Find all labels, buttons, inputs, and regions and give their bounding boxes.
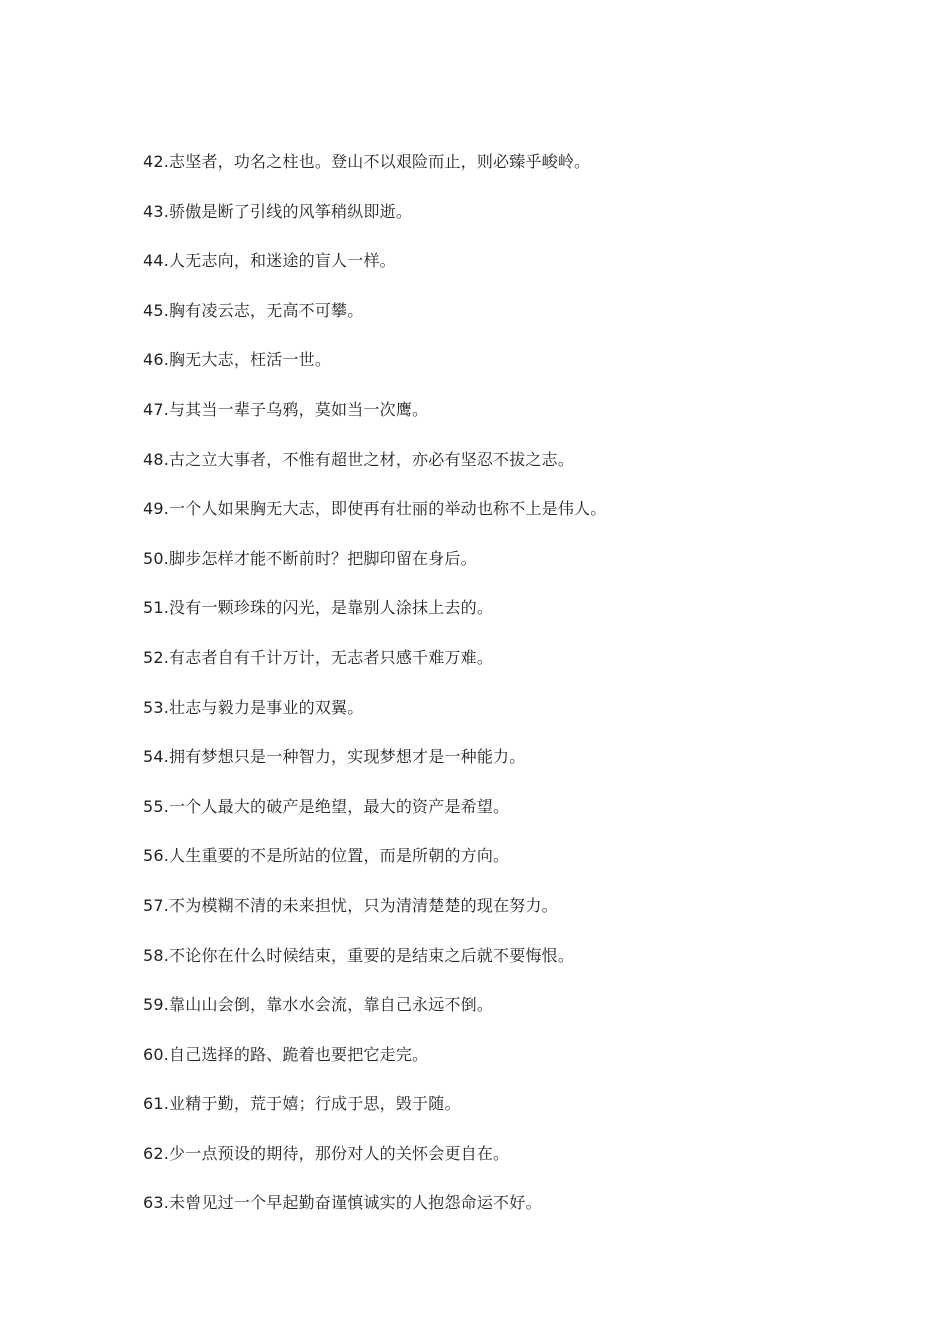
quote-item: 46.胸无大志，枉活一世。: [143, 350, 332, 370]
quote-item: 42.志坚者，功名之柱也。登山不以艰险而止，则必臻乎峻岭。: [143, 152, 591, 171]
quote-item: 55.一个人最大的破产是绝望，最大的资产是希望。: [143, 796, 510, 816]
quote-list: [143, 147, 903, 1238]
quote-item: 58.不论你在什么时候结束，重要的是结束之后就不要悔恨。: [143, 945, 575, 965]
quote-item: 53.壮志与毅力是事业的双翼。: [143, 697, 364, 717]
quote-item: 43.骄傲是断了引线的风筝稍纵即逝。: [143, 201, 413, 221]
quote-item: 44.人无志向，和迷途的盲人一样。: [143, 251, 396, 271]
quote-item: 48.古之立大事者，不惟有超世之材，亦必有坚忍不拔之志。: [143, 449, 575, 469]
quote-item: 57.不为模糊不清的未来担忧，只为清清楚楚的现在努力。: [143, 895, 558, 915]
quote-item: 59.靠山山会倒，靠水水会流，靠自己永远不倒。: [143, 995, 494, 1015]
quote-item: 49.一个人如果胸无大志，即使再有壮丽的举动也称不上是伟人。: [143, 499, 607, 519]
quote-item: 56.人生重要的不是所站的位置，而是所朝的方向。: [143, 846, 510, 866]
quote-item: 54.拥有梦想只是一种智力，实现梦想才是一种能力。: [143, 747, 526, 767]
quote-item: 47.与其当一辈子乌鸦，莫如当一次鹰。: [143, 399, 429, 419]
quote-item: 62.少一点预设的期待，那份对人的关怀会更自在。: [143, 1143, 510, 1163]
quote-item: 51.没有一颗珍珠的闪光，是靠别人涂抹上去的。: [143, 598, 494, 618]
quote-item: 61.业精于勤，荒于嬉；行成于思，毁于随。: [143, 1094, 461, 1114]
quote-item: 50.脚步怎样才能不断前时？把脚印留在身后。: [143, 548, 477, 568]
quote-item: 52.有志者自有千计万计，无志者只感千难万难。: [143, 647, 494, 667]
quote-item: 63.未曾见过一个早起勤奋谨慎诚实的人抱怨命运不好。: [143, 1193, 542, 1213]
quote-item: 60.自己选择的路、跪着也要把它走完。: [143, 1044, 429, 1064]
quote-item: 45.胸有凌云志，无高不可攀。: [143, 300, 364, 320]
